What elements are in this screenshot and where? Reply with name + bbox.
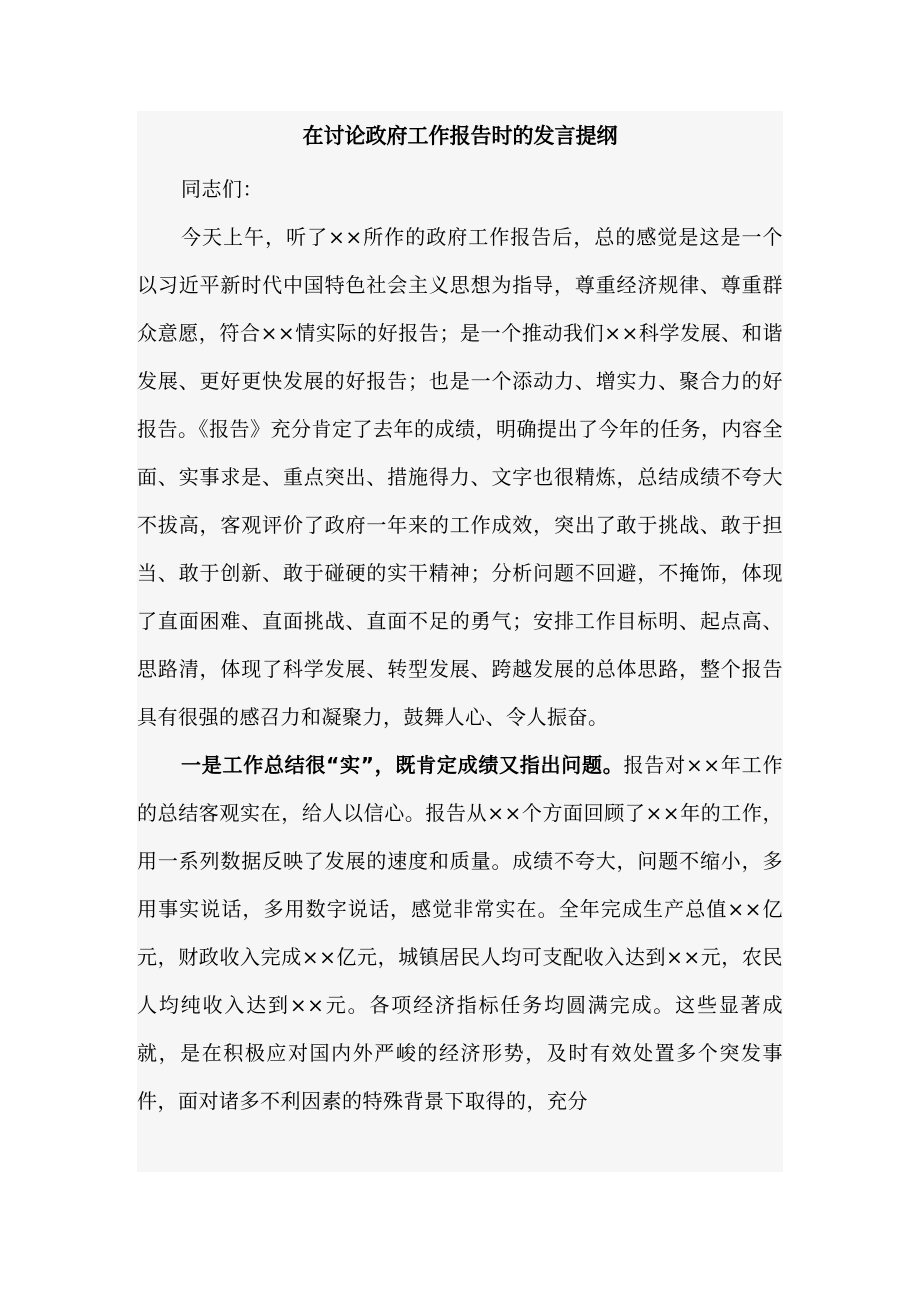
paragraph-point-one (137, 741, 783, 1125)
paragraph-intro: 今天上午，听了××所作的政府工作报告后，总的感觉是这是一个以习近平新时代中国特色社会主义思想为指导，尊重经济规律、尊重群众意愿，符合××情实际的好报告；是一个推动我们××科学发展、和谐发展、更好更快发展的好报告；也是一个添动力、增实力、聚合力的好报告。《报告》充分肯定了去年的成绩，明确提出了今年的任务，内容全面、实事求是、重点突出、措施得力、文字也很精炼，总结成绩不夸大不拔高，客观评价了政府一年来的工作成效，突出了敢于挑战、敢于担当、敢于创新、敢于碰硬的实干精神；分析问题不回避，不掩饰，体现了直面困难、直面挑战、直面不足的勇气；安排工作目标明、起点高、思路清，体现了科学发展、转型发展、跨越发展的总体思路，整个报告具有很强的感召力和凝聚力，鼓舞人心、令人振奋。 (137, 225, 783, 729)
paragraph-point-one-body: 报告对××年工作的总结客观实在，给人以信心。报告从××个方面回顾了××年的工作，用一系列数据反映了发展的速度和质量。成绩不夸大，问题不缩小，多用事实说话，多用数字说话，感觉非常实在。全年完成生产总值××亿元，财政收入完成××亿元，城镇居民人均可支配收入达到××元，农民人均纯收入达到××元。各项经济指标任务均圆满完成。这些显著成就，是在积极应对国内外严峻的经济形势，及时有效处置多个突发事件，面对诸多不利因素的特殊背景下取得的，充分 (137, 753, 783, 1113)
greeting: 同志们： (181, 177, 263, 201)
document-title: 在讨论政府工作报告时的发言提纲 (302, 124, 618, 148)
document-page (137, 111, 783, 1172)
paragraph-point-one-lead: 一是工作总结很“实”，既肯定成绩又指出问题。 (181, 753, 624, 777)
